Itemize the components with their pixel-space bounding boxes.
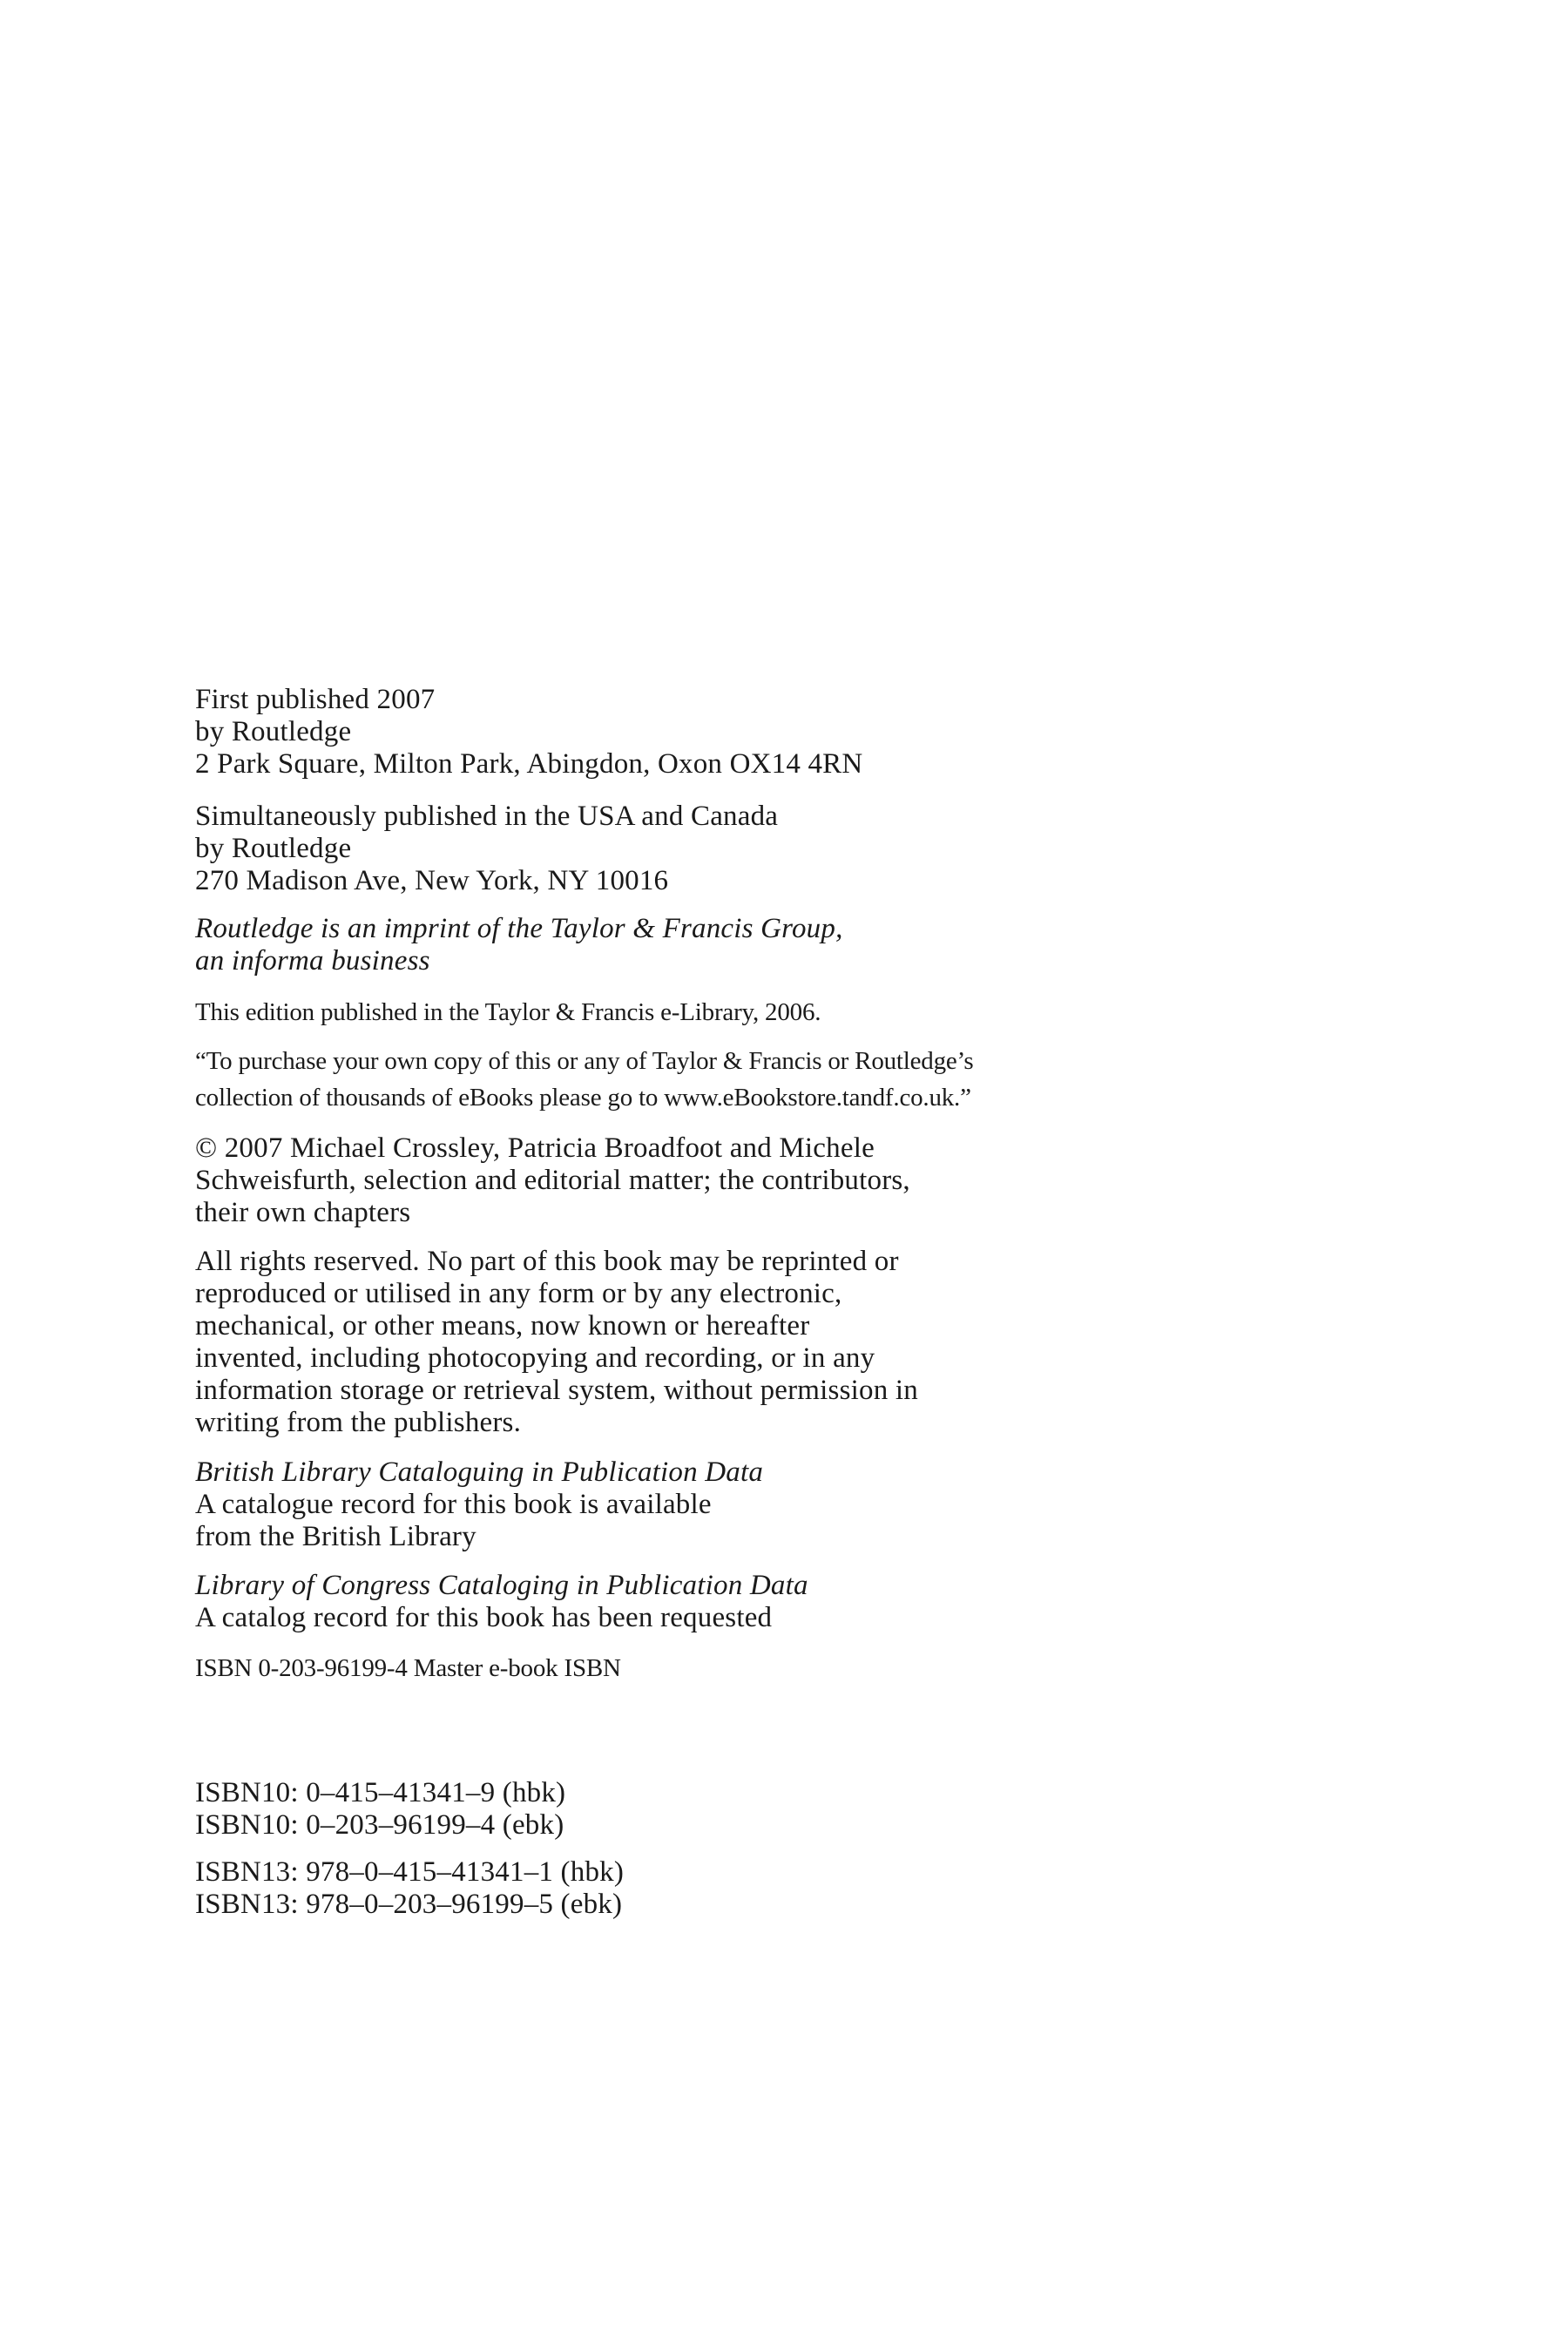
rights-line: All rights reserved. No part of this book may be reprinted or xyxy=(195,1246,899,1277)
british-library-heading: British Library Cataloguing in Publication Data xyxy=(195,1456,764,1488)
isbn10-block xyxy=(195,1777,565,1842)
british-library-line: A catalogue record for this book is available xyxy=(195,1489,712,1520)
first-published-block xyxy=(195,684,862,781)
copyright-line: Schweisfurth, selection and editorial matter; the contributors, xyxy=(195,1165,910,1196)
ebook-edition-block xyxy=(195,994,821,1031)
rights-line: mechanical, or other means, now known or hereafter xyxy=(195,1310,810,1342)
usa-publication-block xyxy=(195,801,778,897)
master-isbn-line: ISBN 0-203-96199-4 Master e-book ISBN xyxy=(195,1654,621,1682)
isbn13-hbk-line: ISBN13: 978–0–415–41341–1 (hbk) xyxy=(195,1856,625,1888)
informa-line: an informa business xyxy=(195,945,430,977)
rights-line: reproduced or utilised in any form or by any electronic, xyxy=(195,1278,842,1309)
british-library-block xyxy=(195,1456,763,1553)
purchase-note-block xyxy=(195,1043,974,1116)
purchase-note-line: “To purchase your own copy of this or any of Taylor & Francis or Routledge’s xyxy=(195,1047,974,1075)
usa-address-line: 270 Madison Ave, New York, NY 10016 xyxy=(195,865,669,896)
ebook-edition-line: This edition published in the Taylor & Francis e-Library, 2006. xyxy=(195,998,821,1026)
master-isbn-block xyxy=(195,1650,621,1686)
rights-line: invented, including photocopying and recording, or in any xyxy=(195,1342,875,1374)
copyright-block xyxy=(195,1132,910,1229)
rights-line: information storage or retrieval system, without permission in xyxy=(195,1375,918,1406)
isbn10-hbk-line: ISBN10: 0–415–41341–9 (hbk) xyxy=(195,1777,566,1808)
library-of-congress-heading: Library of Congress Cataloging in Publication Data xyxy=(195,1570,808,1601)
library-of-congress-block xyxy=(195,1570,808,1634)
copyright-line: © 2007 Michael Crossley, Patricia Broadfoot and Michele xyxy=(195,1132,875,1164)
british-library-line: from the British Library xyxy=(195,1521,476,1552)
purchase-note-line: collection of thousands of eBooks please go to www.eBookstore.tandf.co.uk.” xyxy=(195,1084,971,1112)
isbn10-ebk-line: ISBN10: 0–203–96199–4 (ebk) xyxy=(195,1809,564,1841)
imprint-line: Routledge is an imprint of the Taylor & Francis Group, xyxy=(195,913,843,944)
copyright-line: their own chapters xyxy=(195,1197,411,1228)
isbn13-ebk-line: ISBN13: 978–0–203–96199–5 (ebk) xyxy=(195,1889,623,1920)
uk-address-line: 2 Park Square, Milton Park, Abingdon, Oxon OX14 4RN xyxy=(195,748,863,780)
first-published-line: First published 2007 xyxy=(195,684,436,715)
imprint-block xyxy=(195,913,843,977)
library-of-congress-line: A catalog record for this book has been requested xyxy=(195,1602,773,1633)
isbn13-block xyxy=(195,1856,624,1921)
usa-publisher-line: by Routledge xyxy=(195,833,352,864)
publisher-line: by Routledge xyxy=(195,716,352,747)
rights-line: writing from the publishers. xyxy=(195,1407,522,1438)
rights-block xyxy=(195,1246,918,1439)
usa-publication-line: Simultaneously published in the USA and Canada xyxy=(195,801,779,832)
